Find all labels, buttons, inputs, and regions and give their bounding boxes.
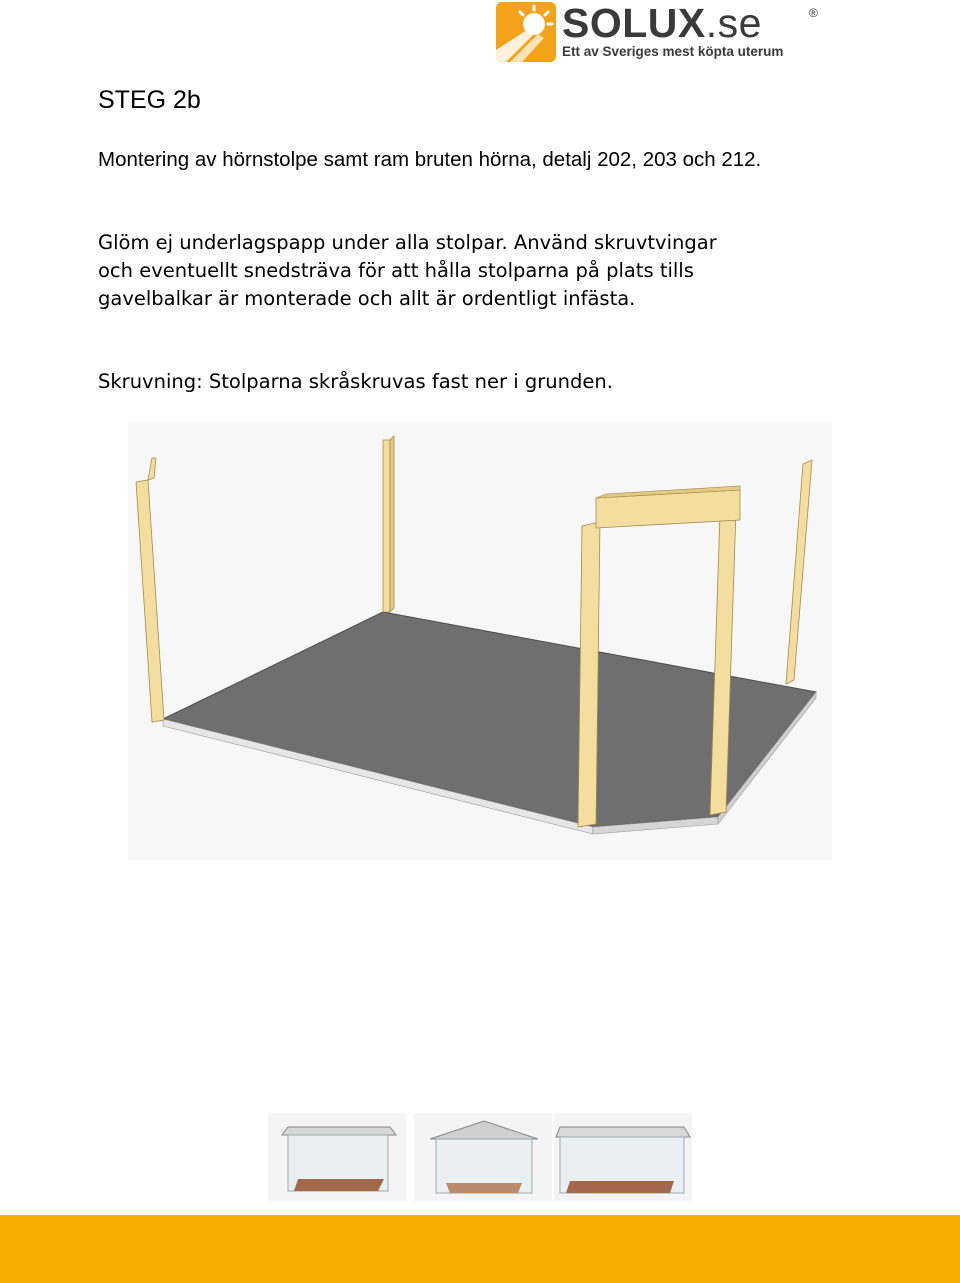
underlay-instruction-line-3: gavelbalkar är monterade och allt är ordentligt infästa. bbox=[98, 287, 636, 310]
underlay-instruction bbox=[98, 229, 888, 313]
mounting-instruction: Montering av hörnstolpe samt ram bruten hörna, detalj 202, 203 och 212. bbox=[98, 148, 762, 171]
footer-bar bbox=[0, 1215, 960, 1283]
screwing-instruction: Skruvning: Stolparna skråskruvas fast ner i grunden. bbox=[98, 370, 613, 393]
sunroom-thumbnails bbox=[268, 1113, 693, 1203]
underlay-instruction-line-1: Glöm ej underlagspapp under alla stolpar. Använd skruvtvingar bbox=[98, 231, 717, 254]
underlay-instruction-line-2: och eventuellt snedsträva för att hålla stolparna på plats tills bbox=[98, 259, 694, 282]
solux-logo bbox=[496, 2, 826, 64]
logo-wordmark: SOLUX.se bbox=[562, 0, 762, 46]
step-heading: STEG 2b bbox=[98, 86, 201, 114]
sun-logo-icon bbox=[496, 2, 556, 62]
sunroom-thumbnail bbox=[414, 1113, 552, 1201]
sunroom-thumbnail bbox=[554, 1113, 692, 1201]
sunroom-thumbnail bbox=[268, 1113, 406, 1201]
logo-tagline: Ett av Sveriges mest köpta uterum bbox=[562, 44, 784, 59]
assembly-illustration bbox=[128, 422, 832, 860]
registered-mark: ® bbox=[809, 6, 818, 20]
